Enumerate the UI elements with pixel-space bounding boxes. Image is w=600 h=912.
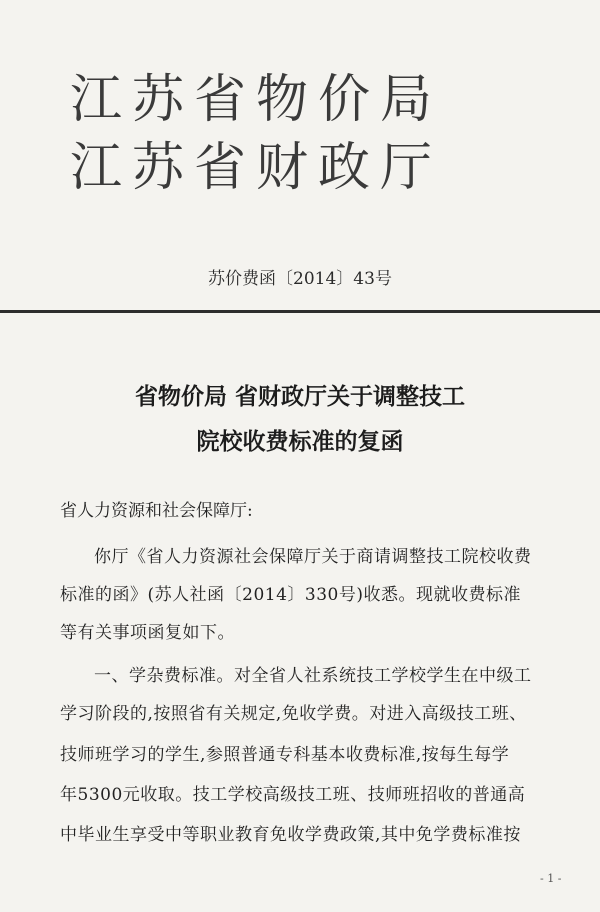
document-number: 苏价费函〔2014〕43号 <box>208 269 392 289</box>
body-line: 学习阶段的,按照省有关规定,免收学费。对进入高级技工班、 <box>60 704 527 724</box>
body-line: 年5300元收取。技工学校高级技工班、技师班招收的普通高 <box>60 785 526 805</box>
body-line: 一、学杂费标准。对全省人社系统技工学校学生在中级工 <box>94 666 532 686</box>
body-line: 标准的函》(苏人社函〔2014〕330号)收悉。现就收费标准 <box>60 585 521 605</box>
body-line: 等有关事项函复如下。 <box>60 623 235 643</box>
salutation: 省人力资源和社会保障厅: <box>60 501 253 521</box>
header-divider <box>0 310 600 313</box>
issuer-line-finance-department: 江苏省财政厅 <box>70 138 443 198</box>
body-line: 你厅《省人力资源社会保障厅关于商请调整技工院校收费 <box>94 547 532 567</box>
body-line: 技师班学习的学生,参照普通专科基本收费标准,按每生每学 <box>60 745 510 765</box>
page-number: - 1 - <box>540 872 562 885</box>
issuer-line-price-bureau: 江苏省物价局 <box>70 70 443 130</box>
document-title-line-2: 院校收费标准的复函 <box>196 429 404 455</box>
body-line: 中毕业生享受中等职业教育免收学费政策,其中免学费标准按 <box>60 825 521 845</box>
document-title-line-1: 省物价局 省财政厅关于调整技工 <box>134 384 465 410</box>
